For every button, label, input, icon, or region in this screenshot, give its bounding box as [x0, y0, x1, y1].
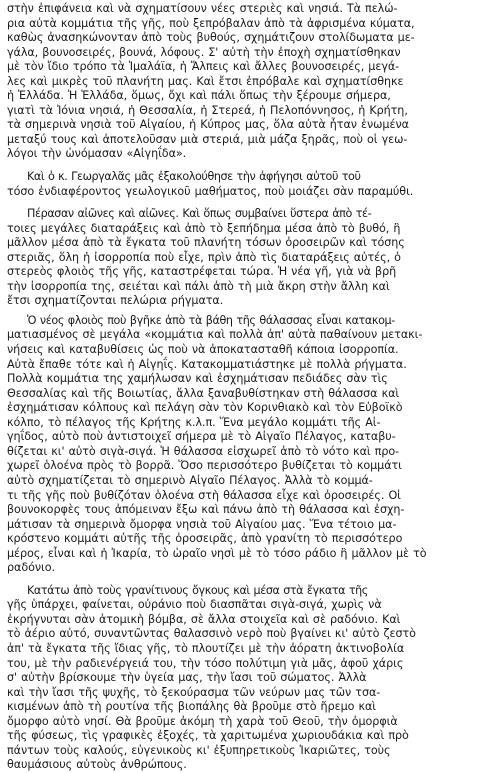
text-line: χωρεῖ ὁλοένα πρὸς τὸ βορρᾶ. Ὅσο περισσότερο βυθίζεται τὸ κομμάτι [7, 459, 402, 473]
text-line: κρόστενο κομμάτι αὐτῆς τῆς ὀροσειρᾶς, ἀπὸ γρανίτη τὸ περισσότερο [7, 532, 403, 546]
text-line: Ὁ νέος φλοιὸς ποὺ βγῆκε ἀπὸ τὰ βάθη τῆς θάλασσας εἶναι κατακομ- [27, 313, 395, 327]
text-line: λόγοι τὴν ὠνόμασαν «Αἰγηΐδα». [7, 147, 187, 161]
text-line: του, μὲ τὴν ραδιενέργειά του, τὴν τόσο πολύτιμη γιὰ μᾶς, ἀφοῦ χάρις [7, 656, 404, 670]
paragraph-1 [7, 2, 477, 162]
text-line: θίζεται κι' αὐτὸ σιγὰ-σιγά. Ἡ θάλασσα εἰσχωρεῖ ἀπὸ τὸ νότο καὶ προ- [7, 444, 400, 458]
paragraph-4 [7, 314, 477, 576]
text-line: κισμένων ἀπὸ τὴ ρουτίνα τῆς βιοπάλης θὰ βροῦμε στὸ ἤρεμο καὶ [7, 700, 376, 714]
text-line: μέρος, εἶναι καὶ ἡ Ἰκαρία, τὸ ὡραῖο νησὶ μὲ τὸ τόσο ράδιο ἢ μᾶλλον μὲ τὸ [7, 546, 427, 560]
text-line: τόσο ἐνδιαφέροντος γεωλογικοῦ μαθήματος, ποὺ μοιάζει σὰν παραμύθι. [7, 184, 414, 198]
text-line: λες καὶ μικρὲς τοῦ πλανήτη μας. Καὶ ἔτσι ἐπρόβαλε καὶ σχηματίσθηκε [7, 74, 404, 88]
text-line: βουνοκορφὲς τους ἀπόμειναν ἔξω καὶ πάνω ἀπὸ τὴ θάλασσα καὶ ἐσχη- [7, 503, 405, 517]
text-line: τοιες μεγάλες διαταράξεις καὶ ἀπὸ τὸ ξεπήδημα μέσα ἀπὸ τὸ βυθό, ἢ [7, 221, 401, 235]
text-line: τὴν ἰσορροπία της, σειέται καὶ πάλι ἀπὸ τὴ μιὰ ἄκρη στὴν ἄλλη καὶ [7, 279, 390, 293]
paragraph-3 [7, 207, 477, 309]
text-line: μὲ τὸν ἴδιο τρόπο τὰ Ἱμαλάϊα, ἡ Ἄλπεις καὶ ἄλλες βουνοσειρές, μεγά- [7, 60, 400, 74]
text-line: Θεσσαλίας καὶ τῆς Βοιωτίας, ἄλλα ξαναβυθίστηκαν στὴ θάλασσα καὶ [7, 386, 400, 400]
text-line: τὰ σημερινὰ νησιὰ τοῦ Αἰγαίου, ἡ Κύπρος μας, ὅλα αὐτὰ ἦταν ἑνωμένα [7, 118, 409, 132]
text-line: μεταξύ τους καὶ ἀποτελοῦσαν μιὰ στεριά, μιὰ μάζα ξηρᾶς, ποὺ οἱ γεω- [7, 132, 408, 146]
text-line: τι τῆς γῆς ποὺ βυθίζόταν ὁλοένα στὴ θάλασσα εἶχε καὶ ὀροσειρές. Οἱ [7, 488, 401, 502]
text-line: στεριᾶς, ὅλη ἡ ἰσορροπία ποὺ εἶχε, πρὶν ἀπὸ τὶς διαταράξεις αὐτές, ὁ [7, 250, 401, 264]
text-line: Πολλὰ κομμάτια της χαμήλωσαν καὶ ἐσχημάτισαν πεδιάδες σὰν τὶς [7, 372, 388, 386]
text-line: γιατὶ τὰ Ἰόνια νησιά, ἡ Θεσσαλία, ἡ Στερεά, ἡ Πελοπόννησος, ἡ Κρήτη, [7, 103, 408, 117]
paragraph-gap [7, 576, 477, 584]
text-line: κόλπο, τὸ πέλαγος τῆς Κρήτης κ.λ.π. Ἕνα μεγάλο κομμάτι τῆς Αἰ- [7, 415, 381, 429]
text-line: πάντων τοὺς καλούς, εὐγενικοὺς κι' ἐξυπηρετικοὺς Ἰκαριῶτες, τοὺς [7, 743, 391, 757]
text-line: Αὐτὰ ἔπαθε τότε καὶ ἡ Αἰγηΐς. Κατακομματιάστηκε μὲ πολλὰ ρήγματα. [7, 357, 407, 371]
text-line: μάτισαν τὰ σημερινὰ ὄμορφα νησιὰ τοῦ Αἰγαίου μας. Ἕνα τέτοιο μα- [7, 517, 397, 531]
text-line: στερεὸς φλοιὸς τῆς γῆς, καταστρέφεται τώρα. Ἡ νέα γῆ, γιὰ νὰ βρῆ [7, 265, 397, 279]
text-line: καθὼς ἀνασηκώνονταν ἀπὸ τοὺς βυθούς, σχημάτιζουν στολίδωματα με- [7, 31, 415, 45]
paragraph-5 [7, 584, 477, 773]
text-line: μᾶλλον μέσα ἀπὸ τὰ ἔγκατα τοῦ πλανήτη τόσων ὀροσειρῶν καὶ τόσης [7, 236, 405, 250]
text-line: ὄμορφο αὐτὸ νησί. Θὰ βροῦμε ἀκόμη τὴ χαρὰ τοῦ Θεοῦ, τὴν ὀμορφιὰ [7, 714, 398, 728]
text-line: σ' αὐτὴν βρίσκουμε τὴν ὑγεία μας, τὴν ἴασι τοῦ σώματος. Ἀλλὰ [7, 671, 367, 685]
paragraph-gap [7, 199, 477, 207]
text-line: Καὶ ὁ κ. Γεωργαλᾶς μᾶς ἐξακολούθησε τὴν ἀφήγησι αὐτοῦ τοῦ [27, 170, 361, 184]
text-line: ἡ Ἑλλάδα. Ἡ Ἑλλάδα, ὅμως, ὄχι καὶ πάλι ὅπως τὴν ξέρουμε σήμερα, [7, 89, 391, 103]
paragraph-2 [7, 170, 477, 199]
text-line: Πέρασαν αἰῶνες καὶ αἰῶνες. Καὶ ὅπως συμβαίνει ὕστερα ἀπὸ τέ- [27, 207, 372, 221]
text-line: ρια αὐτὰ κομμάτια τῆς γῆς, ποὺ ξεπρόβαλαν ἀπὸ τὰ ἀφρισμένα κύματα, [7, 16, 415, 30]
text-line: αὐτὸ σχηματίζεται τὸ σημερινὸ Αἰγαῖο Πέλαγος. Ἀλλὰ τὸ κομμά- [7, 473, 373, 487]
text-line: ἀπ' τὰ ἔγκατα τῆς ἴδιας γῆς, τὸ πλουτίζει μὲ τὴν ἀόρατη ἀκτινοβολία [7, 641, 405, 655]
text-line: γηΐδος, αὐτὸ ποὺ ἀντιστοιχεῖ σήμερα μὲ τὸ Αἰγαῖο Πέλαγος, καταβυ- [7, 430, 396, 444]
paragraph-gap [7, 162, 477, 170]
text-line: ἐκρήγνυται σὰν ἀτομικὴ βόμβα, σὲ ἄλλα στοιχεῖα καὶ σὲ ραδόνιο. Καὶ [7, 612, 401, 626]
text-line: Κατάτω ἀπὸ τοὺς γρανίτινους ὄγκους καὶ μέσα στὰ ἔγκατα τῆς [27, 583, 368, 597]
text-line: καὶ τὴν ἴασι τῆς ψυχῆς, τὸ ξεκούρασμα τῶν νεύρων μας τῶν τσα- [7, 685, 381, 699]
text-line: ραδόνιο. [7, 561, 55, 575]
text-line: θαυμάσιους αὐτοὺς ἀνθρώπους. [7, 758, 187, 772]
text-line: ἐσχημάτισαν κόλπους καὶ πελάγη σὰν τὸν Κορινθιακὸ καὶ τὸν Εὐβοϊκὸ [7, 401, 403, 415]
text-line: τῆς φύσεως, τὶς γραφικὲς ἐξοχές, τὰ χαριτωμένα χωριουδάκια καὶ πρὸ [7, 729, 409, 743]
text-line: γάλα, βουνοσειρές, βουνά, λόφους. Σ' αὐτὴ τὴν ἐποχὴ σχηματίσθηκαν [7, 45, 401, 59]
text-line: νήσεις καὶ καταβυθίσεις ὡς ποὺ νὰ ἀποκατασταθῆ κάποια ἰσορροπία. [7, 343, 399, 357]
text-line: τὸ ἀέριο αὐτό, συναντῶντας θαλασσινὸ νερὸ ποὺ βγαίνει κι' αὐτὸ ζεστὸ [7, 627, 416, 641]
text-line: γῆς ὑπάρχει, φαίνεται, οὐράνιο ποὺ διασπᾶται σιγὰ-σιγά, χωρὶς νὰ [7, 598, 382, 612]
text-line: ἔτσι σχηματίζονται πελώρια ρήγματα. [7, 294, 224, 308]
text-line: ματιασμένος σὲ μεγάλα «κομμάτια καὶ πολλὰ ἀπ' αὐτὰ παθαίνουν μετακι- [7, 328, 423, 342]
text-line: στὴν ἐπιφάνεια καὶ νὰ σχηματίσουν νέες στεριὲς καὶ νησιά. Τὰ πελώ- [7, 2, 398, 15]
